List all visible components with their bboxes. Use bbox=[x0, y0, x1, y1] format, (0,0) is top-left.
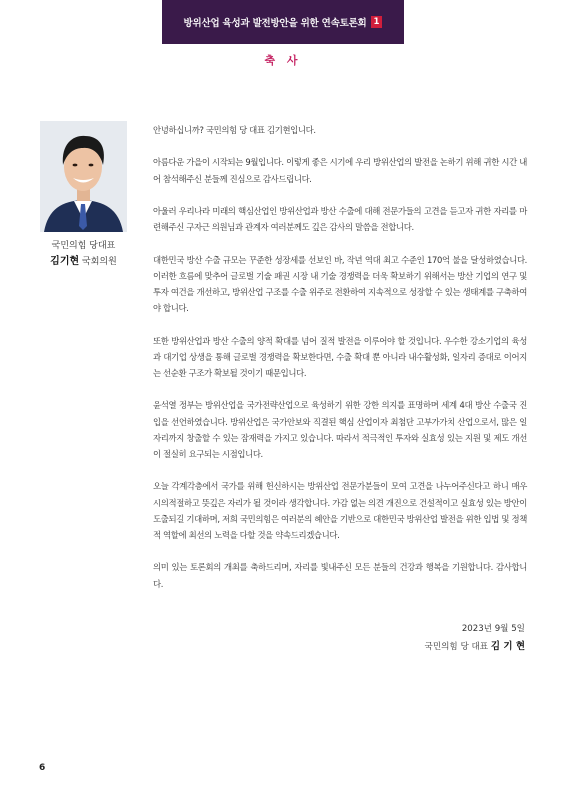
header-bar bbox=[162, 0, 404, 44]
signer-name: 김 기 현 bbox=[490, 641, 525, 652]
paragraph: 윤석열 정부는 방위산업을 국가전략산업으로 육성하기 위한 강한 의지를 표명하며 세계 4대 방산 수출국 진입을 선언하였습니다. 방위산업은 국가안보와 직결된 핵심 산업이자 최첨단 고부가가치 산업으로서, 많은 일자리까지 창출할 수 있는 잠재력을 가지고 있습니다. 따라서 적극적인 투자와 실효성 있는 지원 및 제도 개선이 절실히 요구되는 시점입니다. bbox=[153, 400, 527, 459]
header-title: 방위산업 육성과 발전방안을 위한 연속토론회 bbox=[183, 18, 367, 29]
profile-position: 국회의원 bbox=[82, 257, 117, 267]
paragraph: 아름다운 가을이 시작되는 9월입니다. 이렇게 좋은 시기에 우리 방위산업의 발전을 논하기 위해 귀한 시간 내어 참석해주신 분들께 진심으로 감사드립니다. bbox=[153, 157, 527, 184]
paragraph: 의미 있는 토론회의 개최를 축하드리며, 자리를 빛내주신 모든 분들의 건강과 행복을 기원합니다. 감사합니다. bbox=[153, 562, 527, 589]
header-number-badge: 1 bbox=[371, 16, 383, 28]
paragraph: 안녕하십니까? 국민의힘 당 대표 김기현입니다. bbox=[153, 125, 316, 135]
speech-body bbox=[153, 122, 527, 608]
portrait-illustration bbox=[40, 121, 127, 232]
paragraph: 대한민국 방산 수출 규모는 꾸준한 성장세를 선보인 바, 작년 역대 최고 수준인 170억 불을 달성하였습니다. 이러한 흐름에 맞추어 글로벌 기술 패권 시장 내 기술 경쟁력을 더욱 확보하기 위해서는 방산 기업의 연구 및 투자 여건을 개선하고, 방위산업 구조를 수출 위주로 전환하여 지속적으로 성장할 수 있는 생태계를 구축하여야 합니다. bbox=[153, 254, 527, 314]
paragraph: 오늘 각계각층에서 국가를 위해 헌신하시는 방위산업 전문가분들이 모여 고견을 나누어주신다고 하니 매우 시의적절하고 뜻깊은 자리가 될 것이라 생각합니다. 가감 없는 의견 개진으로 건설적이고 실효성 있는 방안이 도출되길 기대하며, 저희 국민의힘은 여러분의 혜안을 기반으로 대한민국 방위산업 발전을 위한 입법 및 정책적 역할에 최선의 노력을 다할 것을 약속드리겠습니다. bbox=[153, 481, 527, 540]
closing-date: 2023년 9월 5일 bbox=[461, 624, 525, 634]
profile-name-line bbox=[30, 252, 137, 267]
signer-title: 국민의힘 당 대표 bbox=[424, 642, 489, 652]
page-number: 6 bbox=[39, 763, 46, 773]
closing-signer bbox=[425, 638, 525, 652]
paragraph: 아울러 우리나라 미래의 핵심산업인 방위산업과 방산 수출에 대해 전문가들의 고견을 듣고자 귀한 자리를 마련해주신 구자근 의원님과 관계자 여러분께도 깊은 감사의 말씀을 전합니다. bbox=[153, 205, 527, 233]
profile-affiliation: 국민의힘 당대표 bbox=[51, 241, 116, 251]
paragraph: 또한 방위산업과 방산 수출의 양적 확대를 넘어 질적 발전을 이루어야 할 것입니다. 우수한 강소기업의 육성과 대기업 상생을 통해 글로벌 경쟁력을 확보한다면, 수출 확대 뿐 아니라 내수활성화, 일자리 증대로 이어지는 선순환 구조가 확보될 것이기 때문입니다. bbox=[153, 335, 527, 378]
section-heading: 축 사 bbox=[264, 54, 302, 67]
profile-name: 김기현 bbox=[50, 256, 80, 267]
portrait-photo bbox=[40, 121, 127, 232]
